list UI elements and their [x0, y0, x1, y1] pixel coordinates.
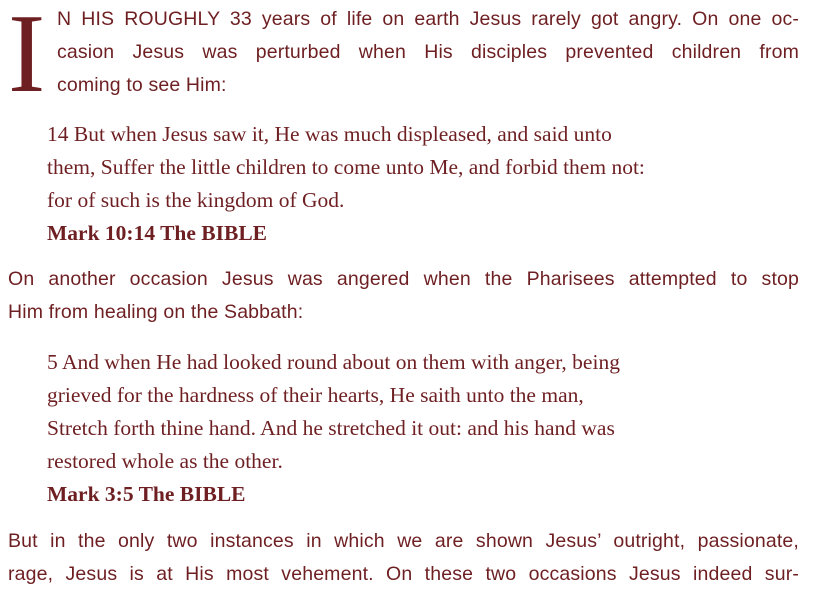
- para2-line-2: Him from healing on the Sabbath:: [8, 301, 304, 323]
- quote1-line-1: 14 But when Jesus saw it, He was much displeased, and said unto: [47, 122, 612, 146]
- quote2-line-1: 5 And when He had looked round about on them with anger, being: [47, 350, 620, 374]
- drop-cap: I: [8, 0, 46, 116]
- para3-line-1: But in the only two instances in which we are shown Jesus’ outright, passionate,: [8, 530, 799, 552]
- quote1-citation: Mark 10:14 The BIBLE: [47, 221, 268, 245]
- quote2-line-3: Stretch forth thine hand. And he stretched it out: and his hand was: [47, 416, 615, 440]
- quote1-line-3: for of such is the kingdom of God.: [47, 188, 345, 212]
- intro-line-1: N HIS ROUGHLY 33 years of life on earth Jesus rarely got angry. On one oc-: [57, 8, 799, 30]
- quote2-line-4: restored whole as the other.: [47, 449, 283, 473]
- quote2-citation: Mark 3:5 The BIBLE: [47, 482, 246, 506]
- para2-line-1: On another occasion Jesus was angered when the Pharisees attempted to stop: [8, 268, 799, 290]
- intro-line-3: coming to see Him:: [57, 74, 227, 96]
- para3-line-2: rage, Jesus is at His most vehement. On these two occasions Jesus indeed sur-: [8, 563, 799, 585]
- quote1-line-2: them, Suffer the little children to come unto Me, and forbid them not:: [47, 155, 645, 179]
- quote2-line-2: grieved for the hardness of their hearts, He saith unto the man,: [47, 383, 584, 407]
- intro-line-2: casion Jesus was perturbed when His disciples prevented children from: [57, 41, 799, 63]
